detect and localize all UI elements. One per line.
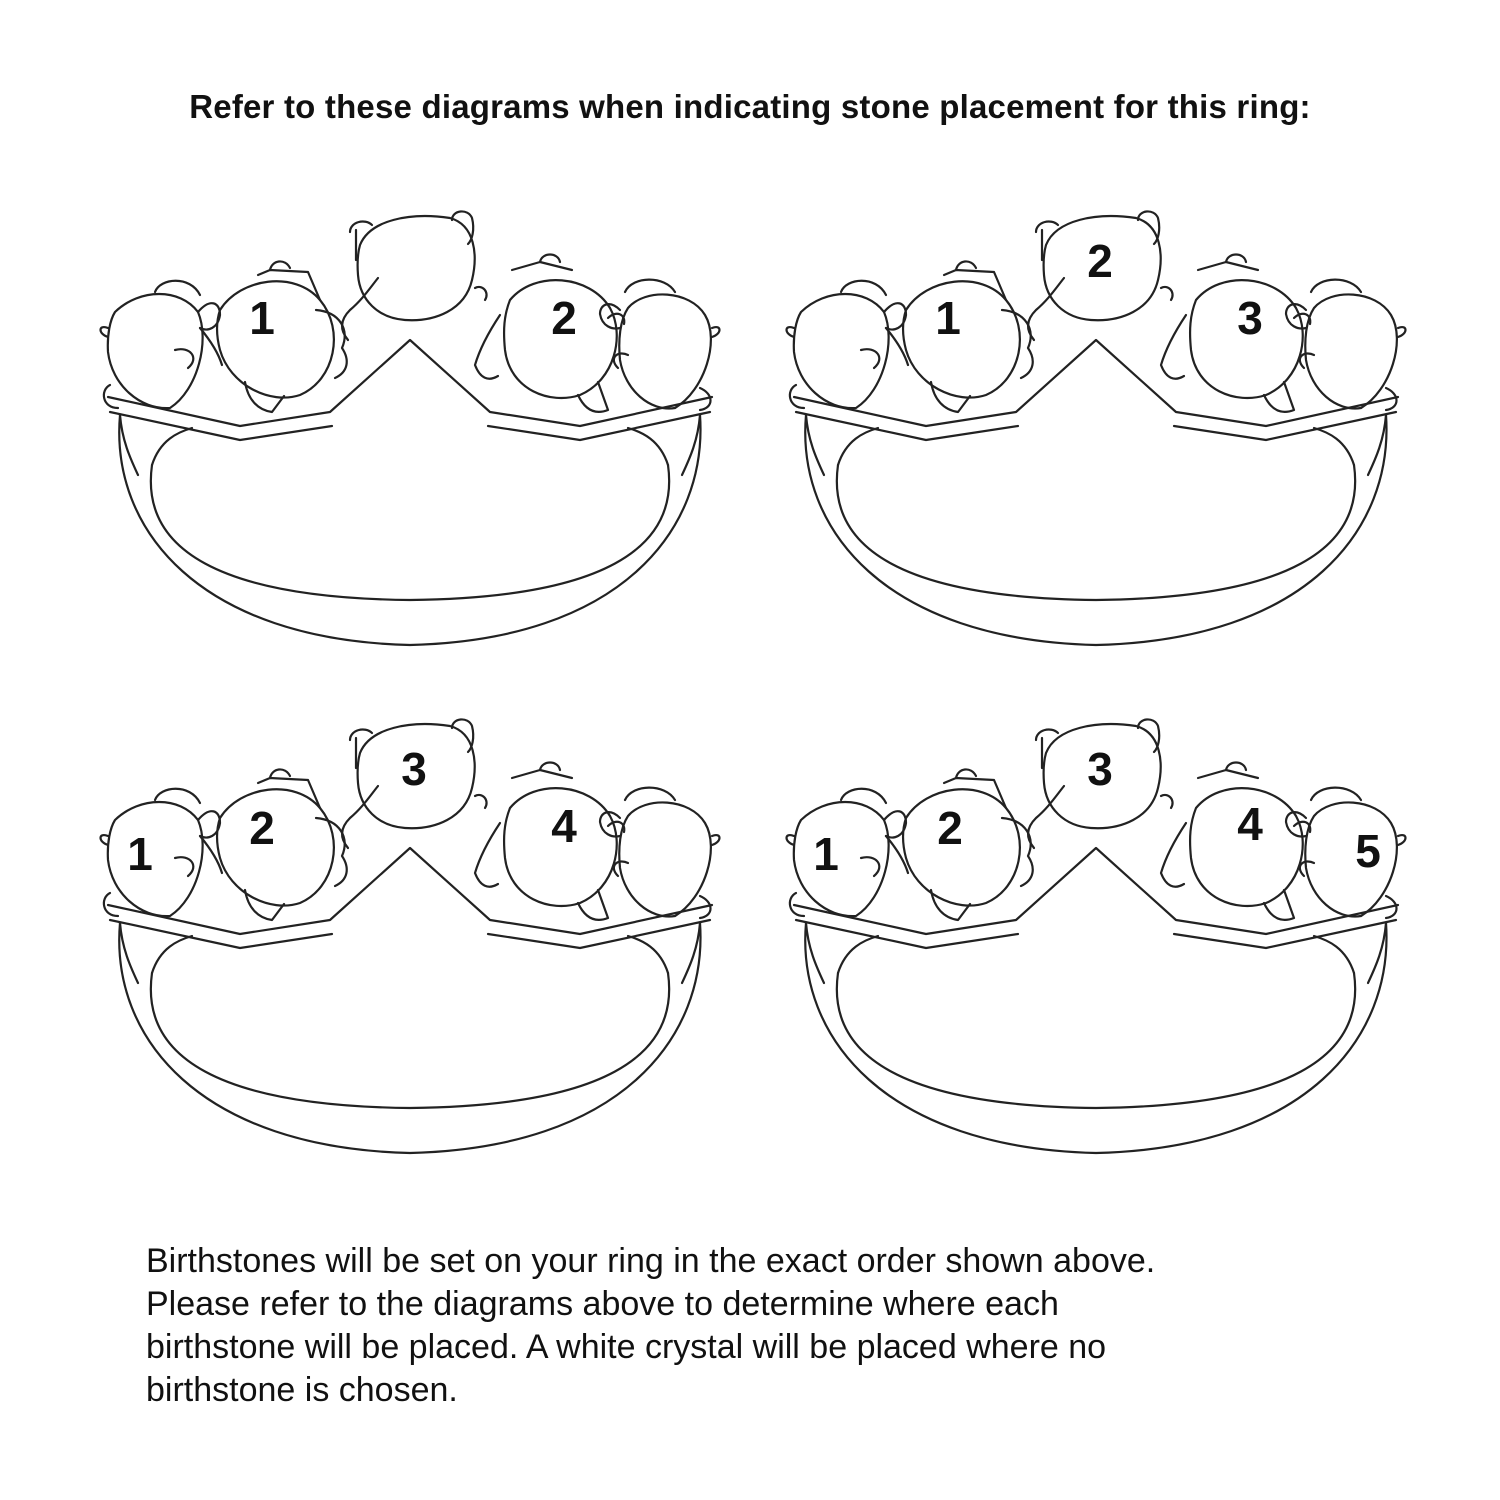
stone-number-3: 3 <box>401 743 427 795</box>
ring-diagram-3 <box>80 708 760 1178</box>
stone-number-4: 2 <box>551 292 577 344</box>
ring-diagram-1 <box>80 200 760 670</box>
ring-diagram-4 <box>766 708 1446 1178</box>
page-heading: Refer to these diagrams when indicating stone placement for this ring: <box>189 88 1311 125</box>
stone-number-4: 4 <box>1237 798 1263 850</box>
ring-drawing <box>80 200 760 670</box>
stone-number-1: 1 <box>813 828 839 880</box>
instructions-line-2: Please refer to the diagrams above to determine where each <box>146 1285 1059 1323</box>
instructions-text <box>146 1240 1366 1412</box>
stone-number-2: 2 <box>937 802 963 854</box>
instructions-line-4: birthstone is chosen. <box>146 1371 458 1409</box>
stone-number-2: 2 <box>249 802 275 854</box>
ring-diagram-2 <box>766 200 1446 670</box>
stone-number-1: 1 <box>127 828 153 880</box>
stone-number-3: 2 <box>1087 235 1113 287</box>
stone-number-5: 5 <box>1355 825 1381 877</box>
stone-number-4: 4 <box>551 800 577 852</box>
stone-number-3: 3 <box>1087 743 1113 795</box>
instructions-line-1: Birthstones will be set on your ring in the exact order shown above. <box>146 1242 1156 1280</box>
stone-number-2: 1 <box>935 292 961 344</box>
stone-number-4: 3 <box>1237 292 1263 344</box>
instructions-line-3: birthstone will be placed. A white crystal will be placed where no <box>146 1328 1107 1366</box>
stone-number-2: 1 <box>249 292 275 344</box>
